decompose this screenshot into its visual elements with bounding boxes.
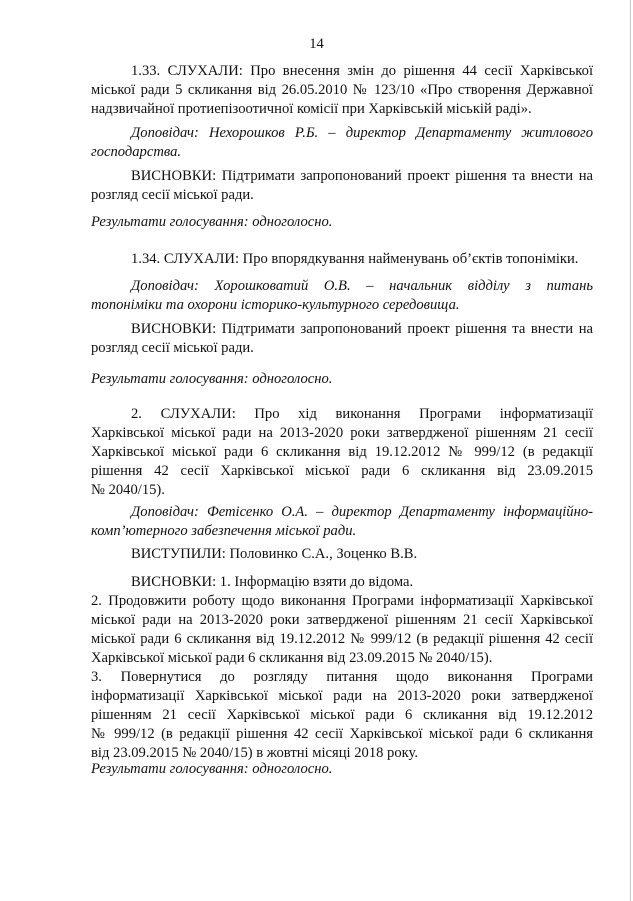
text-line: розгляд сесії міської ради.: [91, 187, 254, 203]
section-1-34-vote: Результати голосування: одноголосно.: [91, 371, 333, 387]
text-line: ВИСТУПИЛИ: Половинко С.А., Зоценко В.В.: [131, 546, 418, 562]
text-line: № 2040/15).: [91, 482, 165, 498]
text-line: від 23.09.2015 № 2040/15) в жовтні місяці 2018 року.: [91, 745, 419, 761]
section-1-34-conclusion: [91, 320, 593, 358]
text-line: 2. СЛУХАЛИ: Про хід виконання Програми інформатизації: [131, 406, 593, 422]
text-line: 1.33. СЛУХАЛИ: Про внесення змін до рішення 44 сесії Харківської: [131, 63, 593, 79]
section-2-heard: [91, 405, 593, 500]
text-line: господарства.: [91, 144, 182, 160]
text-line: Доповідач: Нехорошков Р.Б. – директор Департаменту житлового: [131, 125, 593, 141]
section-2-spoke: [91, 545, 593, 564]
text-line: Харківської міської ради 6 скликання від 23.09.2015 № 2040/15).: [91, 650, 493, 666]
section-2-conclusion: [91, 573, 593, 763]
text-line: Доповідач: Фетісенко О.А. – директор Департаменту інформаційно-: [131, 504, 593, 520]
text-line: розгляд сесії міської ради.: [91, 340, 254, 356]
section-1-34-heard: [91, 250, 593, 269]
text-line: надзвичайної протиепізоотичної комісії при Харківській міській раді».: [91, 101, 532, 117]
text-line: ВИСНОВКИ: Підтримати запропонований проект рішення та внести на: [131, 321, 593, 337]
page-edge: [630, 0, 631, 901]
text-line: міської ради 6 скликання від 19.12.2012 № 999/12 (в редакції рішення 42 сесії: [91, 631, 593, 647]
section-1-33-speaker: [91, 124, 593, 162]
text-line: 2. Продовжити роботу щодо виконання Програми інформатизації Харківської: [91, 593, 593, 609]
text-line: № 999/12 (в редакції рішення 42 сесії Харківської міської ради 6 скликання: [91, 726, 593, 742]
section-2-speaker: [91, 503, 593, 541]
text-line: топоніміки та охорони історико-культурного середовища.: [91, 297, 460, 313]
section-2-vote: Результати голосування: одноголосно.: [91, 761, 333, 777]
section-1-33-heard: [91, 62, 593, 119]
text-line: Харківської міської ради 6 скликання від 19.12.2012 № 999/12 (в редакції: [91, 444, 593, 460]
text-line: міської ради 5 скликання від 26.05.2010 № 123/10 «Про створення Державної: [91, 82, 593, 98]
section-1-33-vote: Результати голосування: одноголосно.: [91, 214, 333, 230]
text-line: Харківської міської ради на 2013-2020 роки затвердженої рішенням 21 сесії: [91, 425, 593, 441]
text-line: Доповідач: Хорошковатий О.В. – начальник відділу з питань: [131, 278, 593, 294]
text-line: 3. Повернутися до розгляду питання щодо виконання Програми: [91, 669, 593, 685]
text-line: інформатизації Харківської міської ради на 2013-2020 роки затвердженої: [91, 688, 593, 704]
text-line: ВИСНОВКИ: 1. Інформацію взяти до відома.: [131, 574, 414, 590]
text-line: 1.34. СЛУХАЛИ: Про впорядкування найменувань об’єктів топоніміки.: [131, 251, 579, 267]
page-number: 14: [309, 36, 324, 52]
text-line: ВИСНОВКИ: Підтримати запропонований проект рішення та внести на: [131, 168, 593, 184]
text-line: рішенням 21 сесії Харківської міської ради 6 скликання від 19.12.2012: [91, 707, 593, 723]
section-1-33-conclusion: [91, 167, 593, 205]
text-line: рішення 42 сесії Харківської міської ради 6 скликання від 23.09.2015: [91, 463, 593, 479]
section-1-34-speaker: [91, 277, 593, 315]
text-line: міської ради на 2013-2020 роки затвердженої рішенням 21 сесії Харківської: [91, 612, 593, 628]
text-line: комп’ютерного забезпечення міської ради.: [91, 523, 357, 539]
